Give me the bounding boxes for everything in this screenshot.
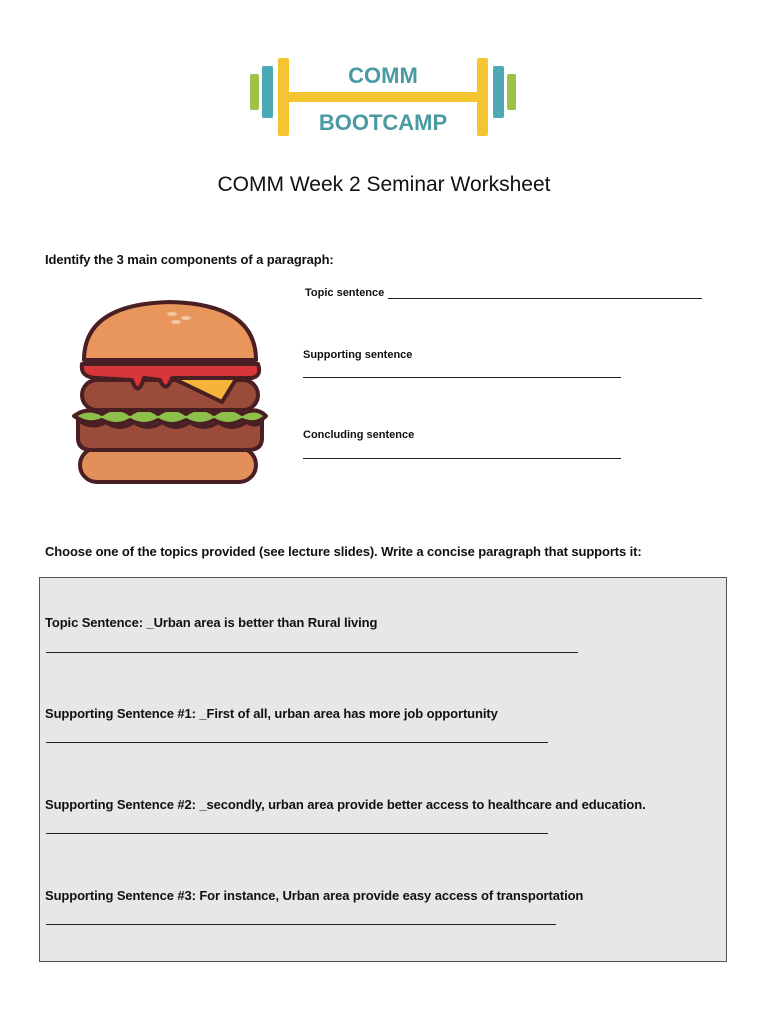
answer-line bbox=[46, 924, 556, 925]
topic-sentence-entry[interactable]: Topic Sentence: _Urban area is better than Rural living bbox=[45, 615, 378, 630]
comm-bootcamp-logo bbox=[248, 56, 520, 146]
concluding-sentence-line[interactable] bbox=[303, 458, 621, 459]
answer-line bbox=[46, 652, 578, 653]
page-title: COMM Week 2 Seminar Worksheet bbox=[217, 173, 551, 196]
supporting-sentence-3-entry[interactable]: Supporting Sentence #3: For instance, Urban area provide easy access of transportation bbox=[45, 888, 584, 903]
supporting-sentence-label: Supporting sentence bbox=[303, 349, 413, 361]
supporting-sentence-2-entry[interactable]: Supporting Sentence #2: _secondly, urban area provide better access to healthcare and education. bbox=[45, 797, 646, 812]
supporting-sentence-1-entry[interactable]: Supporting Sentence #1: _First of all, urban area has more job opportunity bbox=[45, 706, 498, 721]
logo-line2: BOOTCAMP bbox=[318, 110, 448, 135]
burger-illustration bbox=[72, 298, 268, 490]
section2-prompt: Choose one of the topics provided (see lecture slides). Write a concise paragraph that supports it: bbox=[45, 544, 642, 559]
logo-line1: COMM bbox=[348, 63, 418, 88]
concluding-sentence-label: Concluding sentence bbox=[303, 429, 415, 441]
topic-sentence-label: Topic sentence bbox=[305, 287, 385, 299]
supporting-sentence-line[interactable] bbox=[303, 377, 621, 378]
topic-sentence-line[interactable] bbox=[388, 298, 702, 299]
section1-prompt: Identify the 3 main components of a paragraph: bbox=[45, 252, 334, 267]
answer-line bbox=[46, 833, 548, 834]
answer-line bbox=[46, 742, 548, 743]
paragraph-answer-box[interactable] bbox=[39, 577, 727, 962]
